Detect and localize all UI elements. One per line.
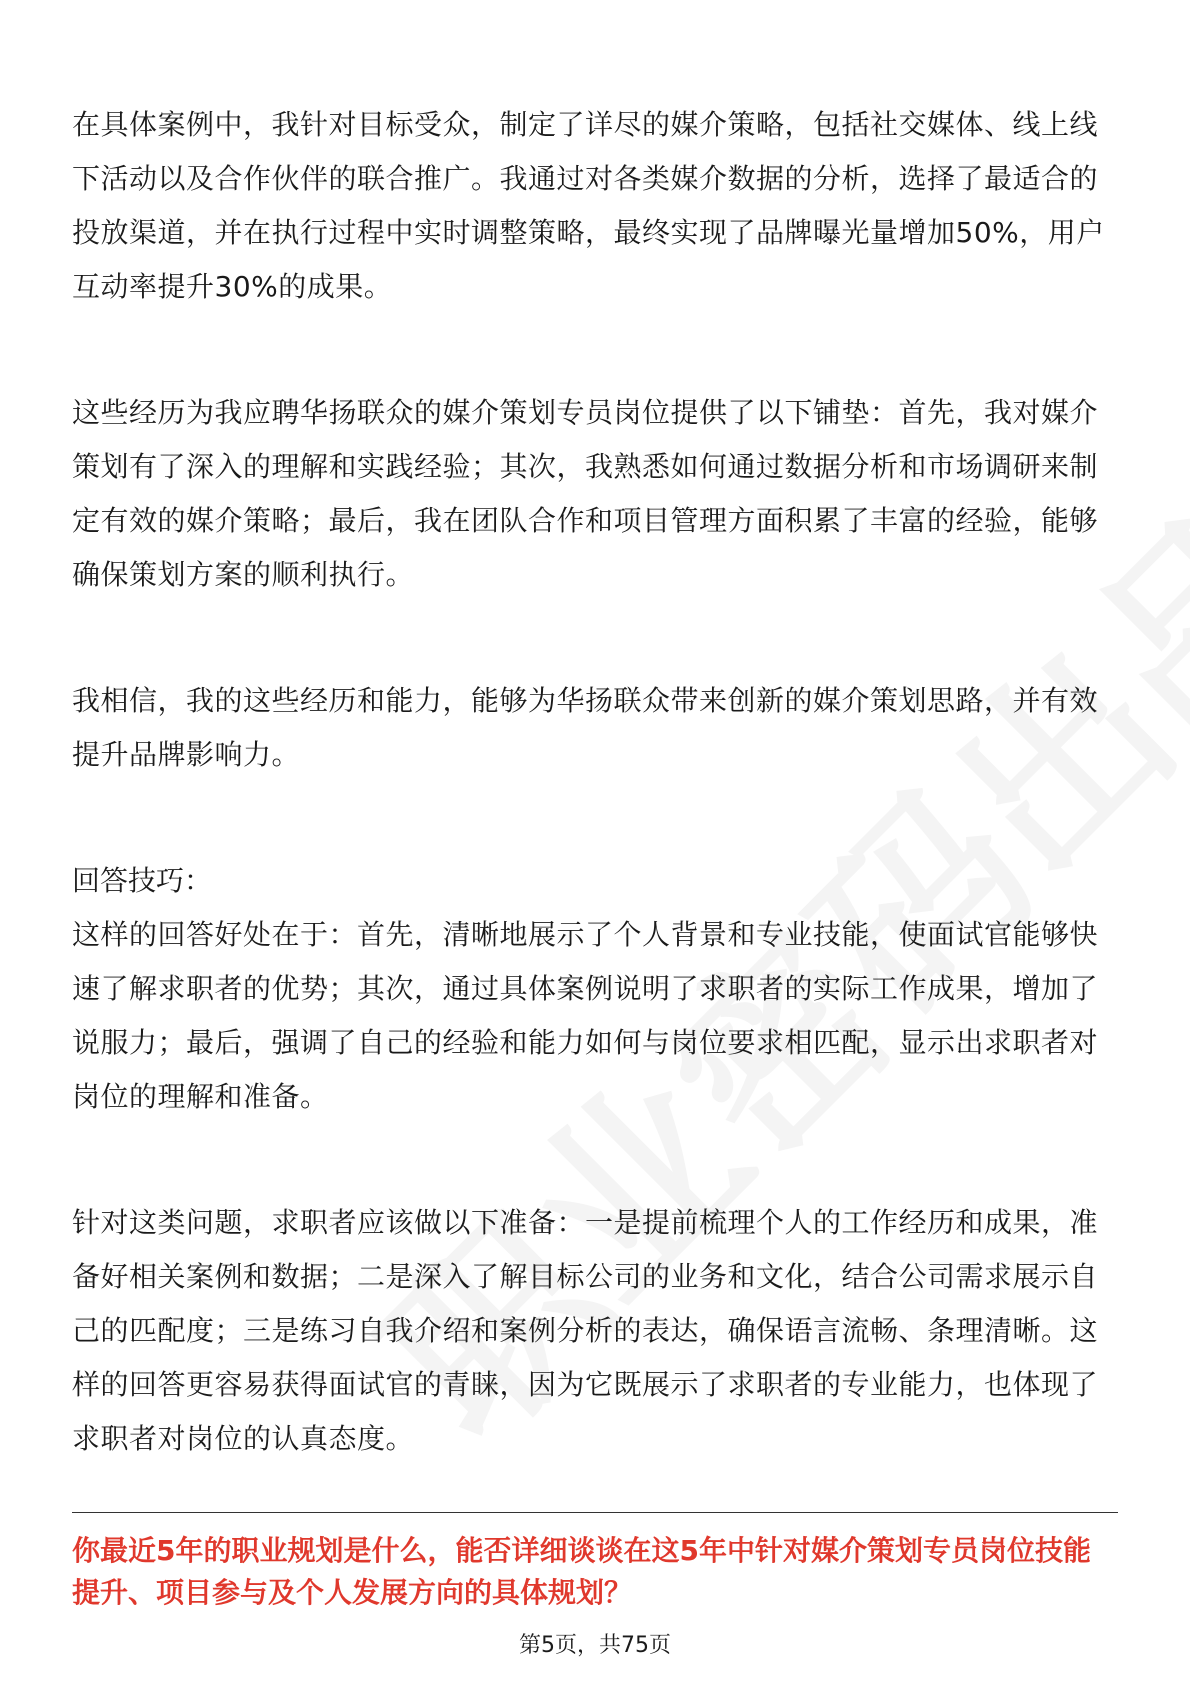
answer-body [72, 98, 1118, 1466]
page-footer [0, 1628, 1190, 1659]
page-indicator: 第5页，共75页 [519, 1633, 671, 1658]
paragraph-preparation: 针对这类问题，求职者应该做以下准备：一是提前梳理个人的工作经历和成果，准备好相关案例和数据；二是深入了解目标公司的业务和文化，结合公司需求展示自己的匹配度；三是练习自我介绍和案例分析的表达，确保语言流畅、条理清晰。这样的回答更容易获得面试官的青睐，因为它既展示了求职者的专业能力，也体现了求职者对岗位的认真态度。 [72, 1206, 1099, 1455]
paragraph-spacer [72, 1124, 1118, 1196]
paragraph-tips-benefits: 这样的回答好处在于：首先，清晰地展示了个人背景和专业技能，使面试官能够快速了解求职者的优势；其次，通过具体案例说明了求职者的实际工作成果，增加了说服力；最后，强调了自己的经验和能力如何与岗位要求相匹配，显示出求职者对岗位的理解和准备。 [72, 918, 1099, 1113]
paragraph-case-example: 在具体案例中，我针对目标受众，制定了详尽的媒介策略，包括社交媒体、线上线下活动以及合作伙伴的联合推广。我通过对各类媒介数据的分析，选择了最适合的投放渠道，并在执行过程中实时调整策略，最终实现了品牌曝光量增加50%，用户互动率提升30%的成果。 [72, 108, 1105, 303]
paragraph-spacer [72, 314, 1118, 386]
section-divider [72, 1512, 1118, 1513]
next-question-heading: 你最近5年的职业规划是什么，能否详细谈谈在这5年中针对媒介策划专员岗位技能提升、项目参与及个人发展方向的具体规划？ [72, 1534, 1091, 1609]
paragraph-spacer [72, 602, 1118, 674]
paragraph-experience-foundation: 这些经历为我应聘华扬联众的媒介策划专员岗位提供了以下铺垫：首先，我对媒介策划有了深入的理解和实践经验；其次，我熟悉如何通过数据分析和市场调研来制定有效的媒介策略；最后，我在团队合作和项目管理方面积累了丰富的经验，能够确保策划方案的顺利执行。 [72, 396, 1099, 591]
paragraph-spacer [72, 782, 1118, 854]
tips-heading: 回答技巧： [72, 864, 213, 897]
paragraph-belief: 我相信，我的这些经历和能力，能够为华扬联众带来创新的媒介策划思路，并有效提升品牌影响力。 [72, 684, 1099, 771]
